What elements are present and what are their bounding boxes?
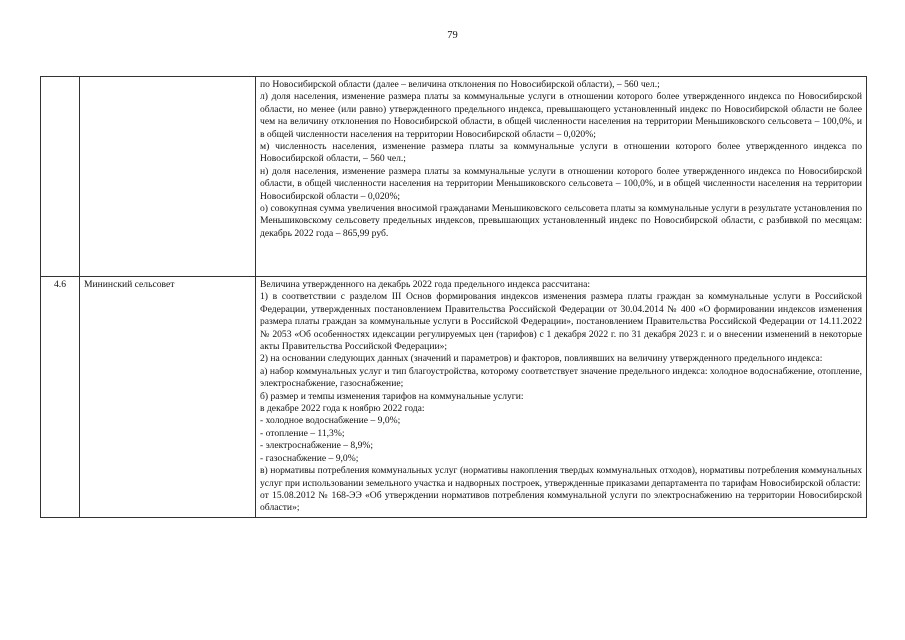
page-number: 79	[447, 30, 458, 41]
paragraph: - отопление – 11,3%;	[260, 427, 345, 439]
paragraph: - электроснабжение – 8,9%;	[260, 440, 374, 452]
document-table	[40, 76, 867, 518]
description-cell	[256, 77, 867, 277]
paragraph: в) нормативы потребления коммунальных услуг (нормативы накопления твердых коммунальных отходов), нормативы потребления коммунальных услуг при использовании земельного участка и надворных построек, утвержденные приказами департамента по тарифам Новосибирской области:	[260, 465, 862, 489]
description-cell	[256, 277, 867, 518]
paragraph: Величина утвержденного на декабрь 2022 года предельного индекса рассчитана:	[260, 279, 591, 290]
paragraph: б) размер и темпы изменения тарифов на коммунальные услуги:	[260, 390, 524, 402]
paragraph: от 15.08.2012 № 168-ЭЭ «Об утверждении нормативов потребления коммунальной услуги по электроснабжению на территории Новосибирской области»;	[260, 489, 862, 514]
paragraph: в декабре 2022 года к ноябрю 2022 года:	[260, 403, 425, 415]
paragraph: о) совокупная сумма увеличения вносимой гражданами Меньшиковского сельсовета платы за коммунальные услуги в результате установления по Меньшиковскому сельсовету предельных индексов, превышающих установленный индекс по Новосибирской области, с разбивкой по месяцам: декабрь 2022 года – 865,99 руб.	[260, 203, 862, 239]
paragraph: - холодное водоснабжение – 9,0%;	[260, 415, 401, 427]
paragraph: 1) в соответствии с разделом III Основ формирования индексов изменения размера платы граждан за коммунальные услуги в Российской Федерации, утвержденных постановлением Правительства Российской Федерации от 30.04.2014 № 400 «О формировании индексов изменения размера платы граждан за коммунальные услуги в Российской Федерации», постановлением Правительства Российской Федерации от 14.11.2022 № 2053 «Об особенностях идексации регулируемых цен (тарифов) с 1 декабря 2022 г. по 31 декабря 2023 г. и о внесении изменений в некоторые акты Правительства Российской Федерации»;	[260, 291, 862, 353]
paragraph: по Новосибирской области (далее – величина отклонения по Новосибирской области), – 560 чел.;	[260, 79, 660, 90]
paragraph: л) доля населения, изменение размера платы за коммунальные услуги в отношении которого более утвержденного индекса по Новосибирской области, но менее (или равно) утвержденного предельного индекса, превышающего установленный индекс по Новосибирской области не более чем на величину отклонения по Новосибирской области, в общей численности населения на территории Меньшиковского сельсовета – 100,0%, и в общей численности населения на территории Новосибирской области – 0,020%;	[260, 91, 862, 140]
table-row	[41, 77, 867, 277]
paragraph: - газоснабжение – 9,0%;	[260, 452, 359, 464]
table-row	[41, 277, 867, 518]
municipality-name-cell	[80, 77, 256, 277]
row-number-cell: 4.6	[41, 277, 80, 518]
paragraph: а) набор коммунальных услуг и тип благоустройства, которому соответствует значение предельного индекса: холодное водоснабжение, отопление, электроснабжение, газоснабжение;	[260, 365, 862, 390]
municipality-name-cell: Мининский сельсовет	[80, 277, 256, 518]
row-number-cell	[41, 77, 80, 277]
paragraph: м) численность населения, изменение размера платы за коммунальные услуги в отношении которого более утвержденного индекса по Новосибирской области, – 560 чел.;	[260, 141, 862, 165]
paragraph: 2) на основании следующих данных (значений и параметров) и факторов, повлиявших на величину утвержденного предельного индекса:	[260, 353, 823, 365]
paragraph: н) доля населения, изменение размера платы за коммунальные услуги в отношении которого более утвержденного индекса по Новосибирской области, в общей численности населения на территории Меньшиковского сельсовета – 100,0%, и в общей численности населения на территории Новосибирской области – 0,020%;	[260, 165, 862, 202]
